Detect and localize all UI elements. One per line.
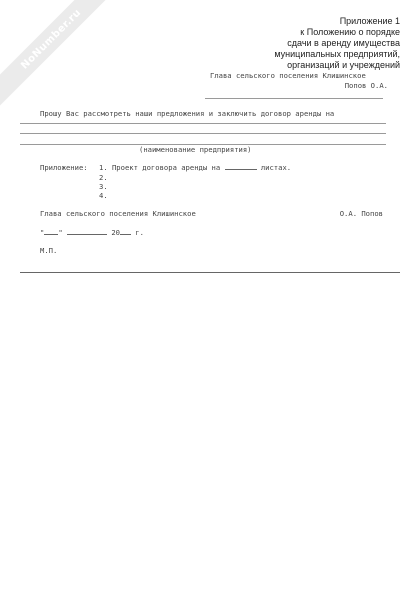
attachment-text: Проект договора аренды на [111, 163, 225, 172]
attachment-number: 1. [99, 163, 108, 172]
year-suffix: г. [130, 228, 144, 237]
fill-line [20, 133, 386, 134]
attachment-suffix: листах. [256, 163, 292, 172]
attachment-item [99, 163, 291, 172]
addressee-title: Глава сельского поселения Клишинское [210, 71, 366, 80]
year-blank [120, 228, 131, 235]
date-close-quote: " [58, 228, 63, 237]
sender-line [205, 98, 383, 99]
appendix-header [200, 16, 400, 71]
day-blank [44, 228, 58, 235]
sheets-count-blank [225, 163, 257, 170]
enterprise-caption: (наименование предприятия) [139, 145, 252, 154]
addressee-name: Попов О.А. [344, 81, 388, 90]
appendix-line: сдачи в аренду имущества [287, 38, 400, 48]
request-text: Прошу Вас рассмотреть наши предложения и заключить договор аренды на [40, 109, 335, 118]
fill-line [20, 123, 386, 124]
watermark-ribbon [0, 0, 126, 114]
appendix-line: Приложение 1 [339, 16, 400, 26]
stamp-label: М.П. [40, 246, 58, 255]
appendix-line: к Положению о порядке [300, 27, 400, 37]
signature-name: О.А. Попов [339, 209, 383, 218]
appendix-line: муниципальных предприятий, [274, 49, 400, 59]
attachment-number: 3. [99, 182, 108, 191]
date-open-quote: " [40, 228, 45, 237]
attachments-label: Приложение: [40, 163, 88, 172]
date-line [40, 228, 144, 237]
year-prefix: 20 [111, 228, 120, 237]
attachment-number: 2. [99, 173, 108, 182]
watermark-text: NoNumber.ru [18, 6, 84, 72]
attachment-number: 4. [99, 191, 108, 200]
month-blank [67, 228, 107, 235]
appendix-line: организаций и учреждений [287, 60, 400, 70]
signature-title: Глава сельского поселения Клишинское [40, 209, 196, 218]
bottom-divider [20, 272, 400, 273]
